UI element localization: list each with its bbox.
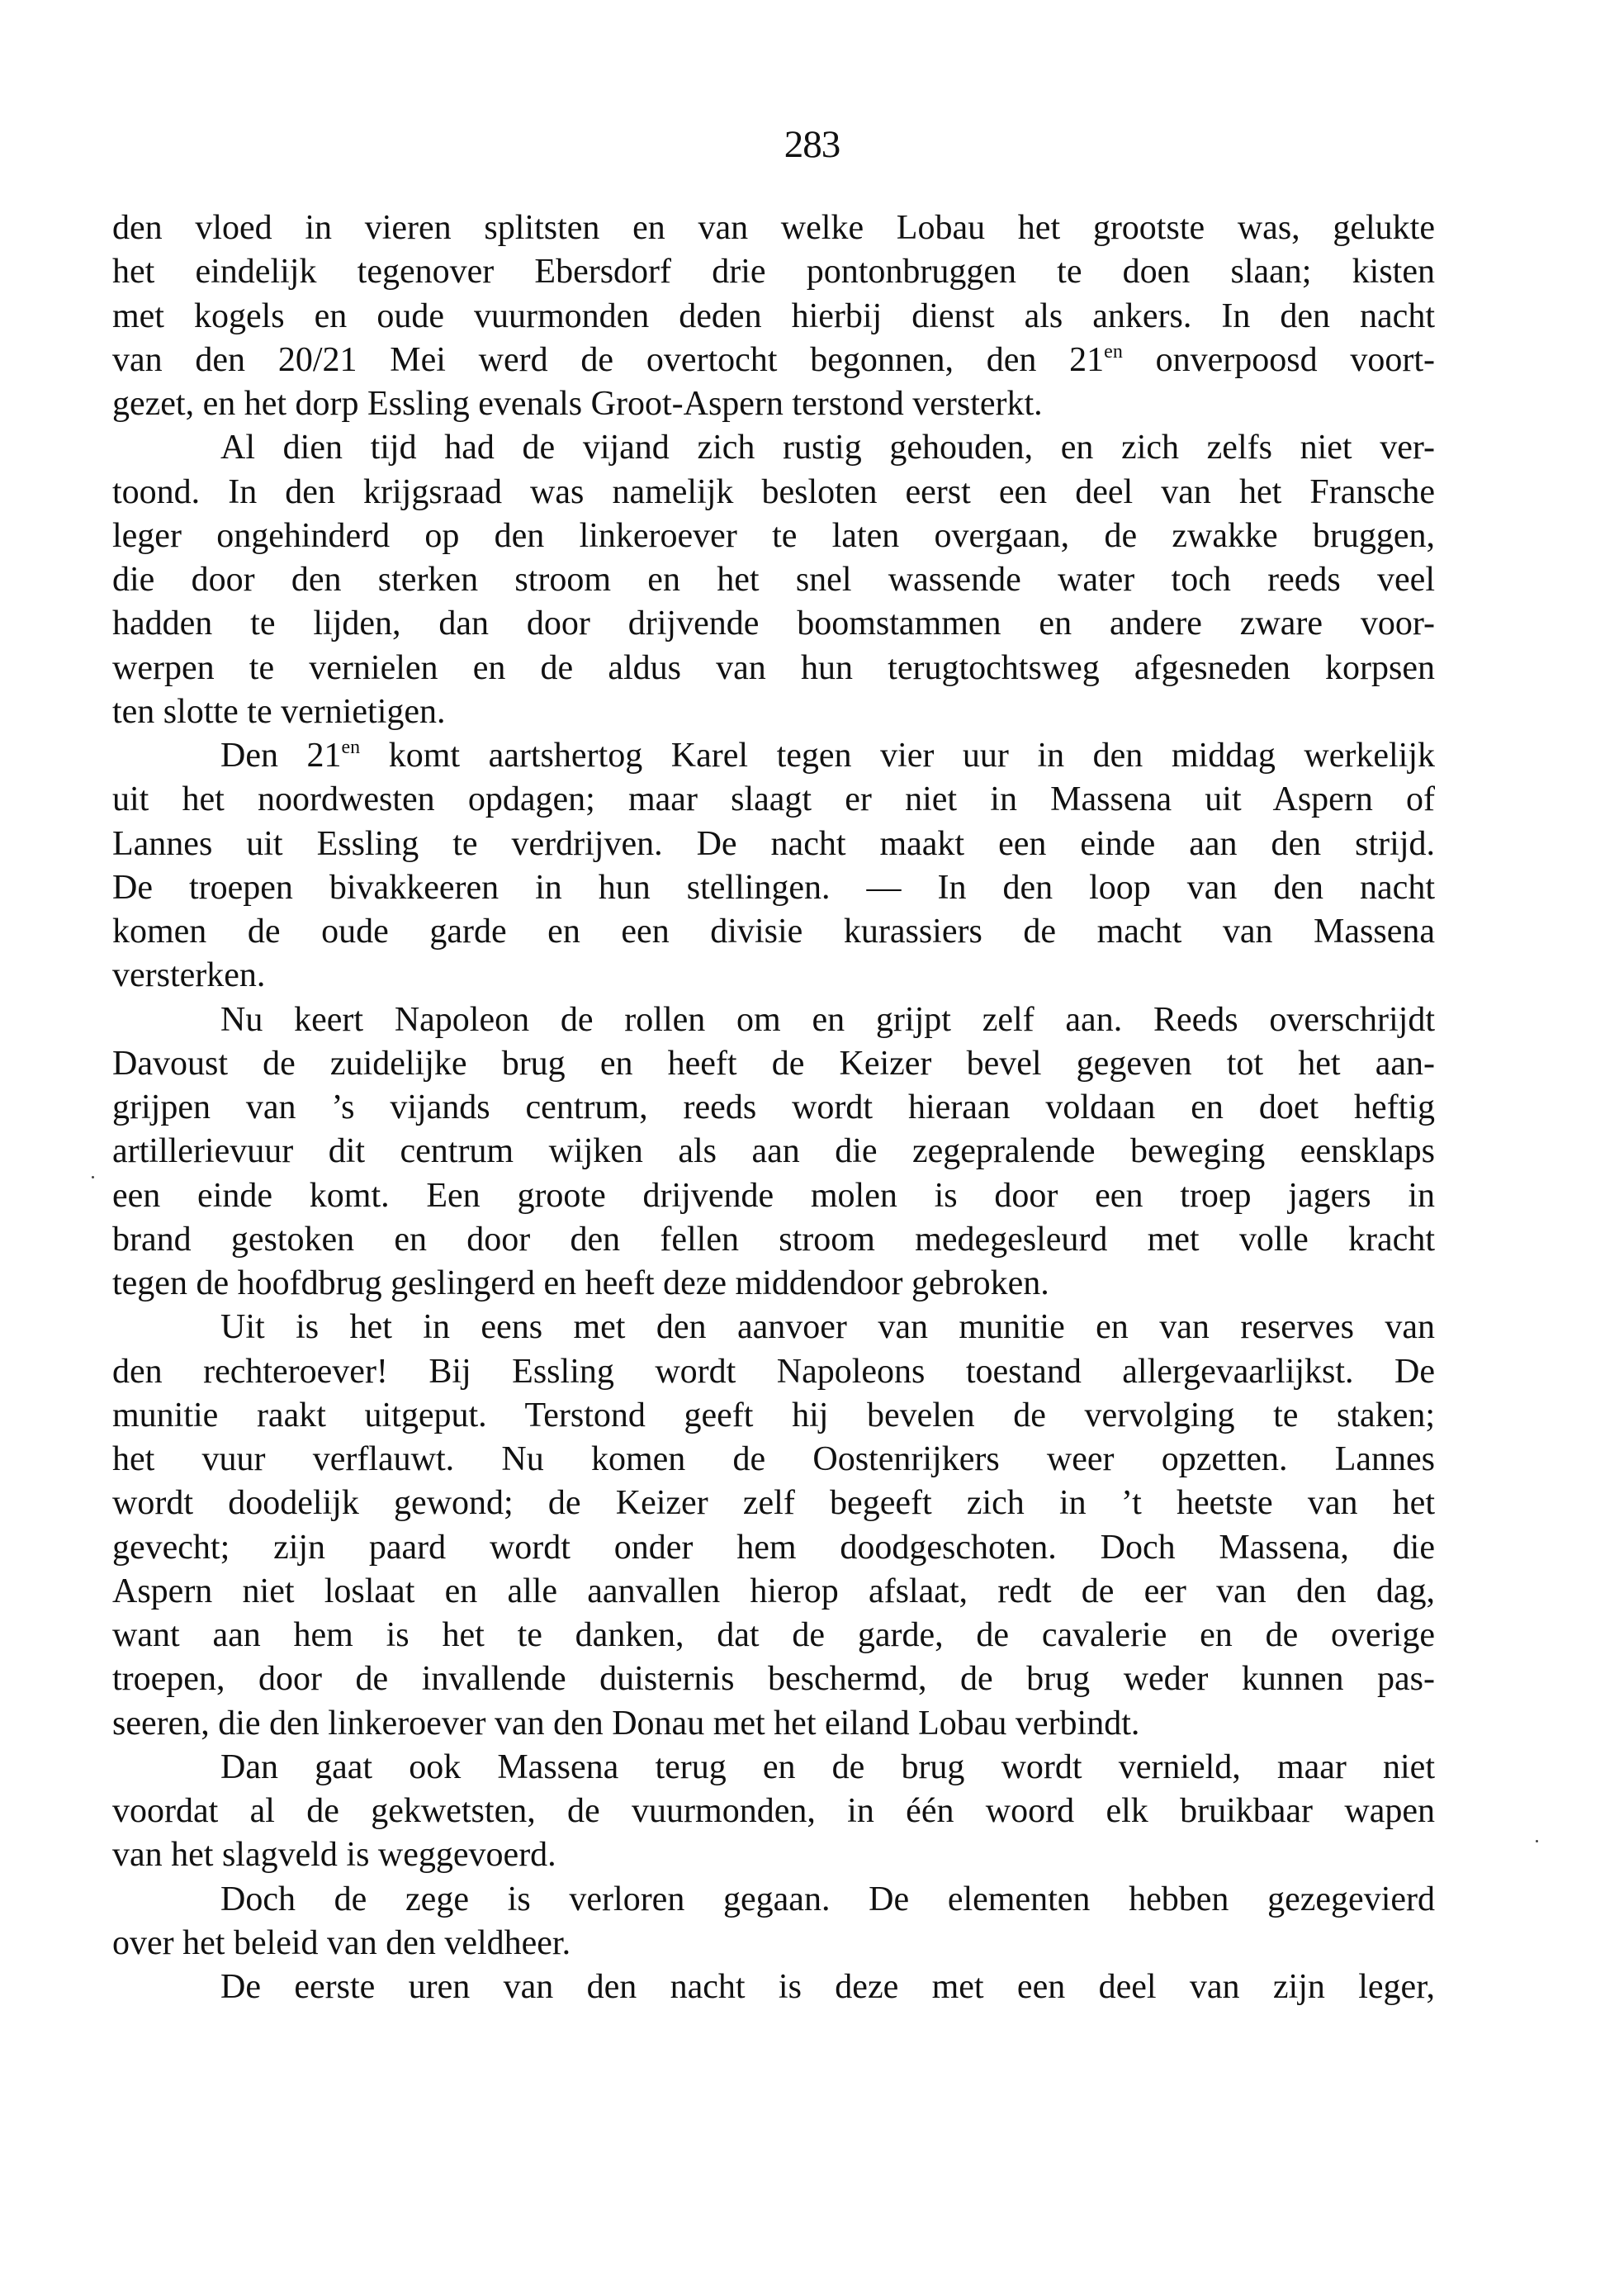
- line-text: artillerievuur dit centrum wijken als aan die zegepralende beweging eensklaps: [112, 1132, 1435, 1171]
- text-line: [112, 602, 1435, 646]
- line-text: gezet, en het dorp Essling evenals Groot-Aspern terstond versterkt.: [112, 385, 1043, 423]
- text-line: [112, 1262, 1435, 1306]
- text-line: [112, 1174, 1435, 1218]
- text-line: [112, 250, 1435, 294]
- text-line: [112, 823, 1435, 866]
- text-line: [112, 1965, 1435, 2009]
- page-number: 283: [784, 123, 840, 166]
- scan-speck: [92, 1176, 94, 1178]
- text-line: [112, 1042, 1435, 1086]
- text-line: [112, 1130, 1435, 1174]
- text-line: [112, 426, 1435, 470]
- text-line: [112, 1746, 1435, 1790]
- text-line: [112, 1482, 1435, 1525]
- line-text: wordt doodelijk gewond; de Keizer zelf begeeft zich in ’t heetste van het: [112, 1484, 1435, 1523]
- line-text: Nu keert Napoleon de rollen om en grijpt zelf aan. Reeds overschrijdt: [220, 1000, 1435, 1039]
- text-line: [112, 1702, 1435, 1746]
- line-text: het vuur verflauwt. Nu komen de Oostenrijkers weer opzetten. Lannes: [112, 1440, 1435, 1478]
- text-line: [112, 1526, 1435, 1570]
- line-text: tegen de hoofdbrug geslingerd en heeft deze middendoor gebroken.: [112, 1264, 1049, 1302]
- paragraph: [112, 734, 1435, 998]
- text-line: [112, 382, 1435, 426]
- text-line: [112, 1438, 1435, 1482]
- line-text: onverpoosd voort-: [1122, 340, 1435, 379]
- superscript: en: [1104, 340, 1123, 363]
- text-line: [112, 1614, 1435, 1657]
- line-text: komt aartshertog Karel tegen vier uur in den middag werkelijk: [360, 737, 1435, 775]
- line-text: Davoust de zuidelijke brug en heeft de Keizer bevel gegeven tot het aan-: [112, 1044, 1435, 1083]
- text-line: [112, 734, 1435, 778]
- line-text: die door den sterken stroom en het snel wassende water toch reeds veel: [112, 561, 1435, 599]
- text-line: [112, 1350, 1435, 1394]
- text-line: [112, 647, 1435, 690]
- text-line: [112, 998, 1435, 1042]
- paragraph: [112, 206, 1435, 426]
- text-line: [112, 778, 1435, 822]
- line-text: van den 20/21 Mei werd de overtocht begonnen, den 21: [112, 340, 1105, 379]
- text-line: [112, 1922, 1435, 1965]
- line-text: Dan gaat ook Massena terug en de brug wordt vernield, maar niet: [220, 1747, 1435, 1786]
- line-text: het eindelijk tegenover Ebersdorf drie pontonbruggen te doen slaan; kisten: [112, 253, 1435, 292]
- text-line: [112, 558, 1435, 602]
- paragraph: [112, 1746, 1435, 1878]
- text-line: [112, 295, 1435, 339]
- line-text: Doch de zege is verloren gegaan. De elementen hebben gezegevierd: [220, 1880, 1435, 1918]
- text-line: [112, 471, 1435, 514]
- line-text: uit het noordwesten opdagen; maar slaagt er niet in Massena uit Aspern of: [112, 780, 1435, 819]
- line-text: munitie raakt uitgeput. Terstond geeft hij bevelen de vervolging te staken;: [112, 1396, 1435, 1434]
- line-text: toond. In den krijgsraad was namelijk besloten eerst een deel van het Fransche: [112, 472, 1435, 511]
- paragraph: [112, 426, 1435, 734]
- text-line: [112, 954, 1435, 998]
- text-line: [112, 690, 1435, 734]
- body-text: [112, 206, 1435, 2009]
- text-line: [112, 1833, 1435, 1877]
- line-text: voordat al de gekwetsten, de vuurmonden, in één woord elk bruikbaar wapen: [112, 1792, 1435, 1830]
- line-text: Aspern niet loslaat en alle aanvallen hierop afslaat, redt de eer van den dag,: [112, 1572, 1435, 1610]
- line-text: hadden te lijden, dan door drijvende boomstammen en andere zware voor-: [112, 605, 1435, 643]
- line-text: een einde komt. Een groote drijvende molen is door een troep jagers in: [112, 1176, 1435, 1215]
- text-line: [112, 514, 1435, 558]
- paragraph: [112, 998, 1435, 1306]
- line-text: seeren, die den linkeroever van den Donau met het eiland Lobau verbindt.: [112, 1704, 1140, 1743]
- line-text: Den 21: [220, 737, 342, 775]
- line-text: Uit is het in eens met den aanvoer van munitie en van reserves van: [220, 1308, 1435, 1347]
- line-text: Lannes uit Essling te verdrijven. De nacht maakt een einde aan den strijd.: [112, 824, 1435, 863]
- text-line: [112, 339, 1435, 382]
- line-text: want aan hem is het te danken, dat de garde, de cavalerie en de overige: [112, 1616, 1435, 1654]
- line-text: ten slotte te vernietigen.: [112, 692, 446, 731]
- line-text: met kogels en oude vuurmonden deden hierbij dienst als ankers. In den nacht: [112, 296, 1435, 335]
- line-text: brand gestoken en door den fellen stroom medegesleurd met volle kracht: [112, 1220, 1435, 1259]
- line-text: komen de oude garde en een divisie kurassiers de macht van Massena: [112, 913, 1435, 951]
- text-line: [112, 1218, 1435, 1262]
- line-text: leger ongehinderd op den linkeroever te laten overgaan, de zwakke bruggen,: [112, 516, 1435, 555]
- text-line: [112, 1394, 1435, 1438]
- line-text: De troepen bivakkeeren in hun stellingen. — In den loop van den nacht: [112, 868, 1435, 907]
- line-text: versterken.: [112, 956, 266, 995]
- text-line: [112, 910, 1435, 954]
- text-line: [112, 1878, 1435, 1922]
- line-text: Al dien tijd had de vijand zich rustig gehouden, en zich zelfs niet ver-: [220, 429, 1435, 467]
- line-text: werpen te vernielen en de aldus van hun terugtochtsweg afgesneden korpsen: [112, 648, 1435, 687]
- line-text: troepen, door de invallende duisternis beschermd, de brug weder kunnen pas-: [112, 1660, 1435, 1699]
- text-line: [112, 1657, 1435, 1701]
- paragraph: [112, 1965, 1435, 2009]
- line-text: over het beleid van den veldheer.: [112, 1923, 571, 1962]
- line-text: den vloed in vieren splitsten en van welke Lobau het grootste was, gelukte: [112, 209, 1435, 247]
- paragraph: [112, 1878, 1435, 1966]
- line-text: De eerste uren van den nacht is deze met een deel van zijn leger,: [220, 1968, 1435, 2006]
- text-line: [112, 1570, 1435, 1614]
- line-text: den rechteroever! Bij Essling wordt Napoleons toestand allergevaarlijkst. De: [112, 1352, 1435, 1391]
- superscript: en: [341, 737, 361, 758]
- scan-speck: [1536, 1840, 1538, 1842]
- text-line: [112, 1790, 1435, 1833]
- line-text: gevecht; zijn paard wordt onder hem doodgeschoten. Doch Massena, die: [112, 1528, 1435, 1567]
- text-line: [112, 866, 1435, 910]
- text-line: [112, 1086, 1435, 1130]
- paragraph: [112, 1306, 1435, 1746]
- line-text: van het slagveld is weggevoerd.: [112, 1836, 556, 1875]
- text-line: [112, 1306, 1435, 1349]
- line-text: grijpen van ’s vijands centrum, reeds wordt hieraan voldaan en doet heftig: [112, 1088, 1435, 1126]
- text-line: [112, 206, 1435, 250]
